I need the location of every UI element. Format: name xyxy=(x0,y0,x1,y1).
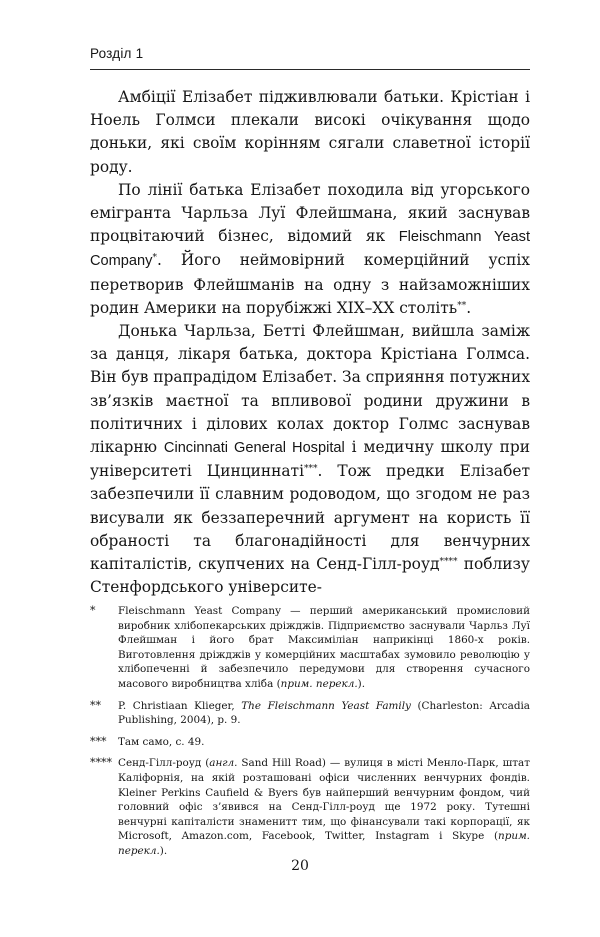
footnote-mark: *** xyxy=(90,734,107,748)
footnote-text: Там само, с. 49. xyxy=(118,735,205,748)
footnote-ref: ** xyxy=(457,300,467,311)
footnote-mark: * xyxy=(90,604,96,617)
company-name: Fleischmann Yeast Company xyxy=(90,229,530,270)
footnote-mark: ** xyxy=(90,698,101,712)
paragraph-text: Донька Чарльза, Бетті Флейшман, вийшла заміж за данця, лікаря батька, доктора Крістіана Голмса. Він був прапрадідом Елізабет. За сприяння потужних зв’язків маєтної та впливової родини дружини в політичних і ділових колах доктор Голмс заснував лікарню xyxy=(90,322,530,457)
footnote-text: P. Christiaan Klieger, The Fleischmann Yeast Family (Charleston: Arcadia Publishing, 2004), p. 9. xyxy=(118,699,530,727)
main-text xyxy=(90,86,530,599)
paragraph-text: . Його неймовірний комерційний успіх перетворив Флейшманів на одну з найзаможніших родин Америки на порубіжжі XIX–XX століть xyxy=(90,251,530,317)
paragraph-text: . Тож предки Елізабет забезпечили її славним родоводом, що згодом не раз висували як беззаперечний аргумент на користь її обраності та благонадійності для венчурних капіталістів, скупчених на Сенд-Гілл-роуд xyxy=(90,462,530,574)
paragraph-text: Амбіції Елізабет підживлювали батьки. Крістіан і Ноель Голмси плекали високі очікування щодо доньки, які своїм корінням сягали славетної історії роду. xyxy=(90,88,530,176)
page-number: 20 xyxy=(291,858,309,874)
footnote-ref: * xyxy=(152,253,157,264)
paragraph-1 xyxy=(90,86,530,179)
footnote xyxy=(90,699,530,728)
footnote-ref: *** xyxy=(304,464,318,475)
running-header: Розділ 1 xyxy=(90,46,144,61)
footnote-text: Fleischmann Yeast Company — перший американський промисловий виробник хлібопекарських дріжджів. Підприємство заснували Чарльз Луї Флейшман і його брат Максиміліан наприкінці 1860-х років. Виготовлення дріжджів у комерційних масштабах зумовило революцію у хлібопеченні й забезпечило передумови для створення сучасного масового виробництва хліба (прим. перекл.). xyxy=(118,605,530,690)
hospital-name: Cincinnati General Hospital xyxy=(163,440,345,457)
paragraph-3 xyxy=(90,320,530,599)
footnote-text: Сенд-Гілл-роуд (англ. Sand Hill Road) — вулиця в місті Менло-Парк, штат Каліфорнія, на якій розташовані офіси численних венчурних фондів. Kleiner Perkins Caufield & Byers був найперший венчурним фондом, чий головний офіс з’явився на Сенд-Гілл-роуд ще 1972 року. Тутешні венчурні капіталісти знаменитт тим, що фінансували такі корпорації, як Microsoft, Amazon.com, Facebook, Twitter, Instagram і Skype (прим. перекл.). xyxy=(118,757,531,857)
footnote-ref: **** xyxy=(439,557,458,568)
footnote xyxy=(90,735,530,750)
footnote xyxy=(90,604,530,692)
footnote-mark: **** xyxy=(90,756,112,770)
paragraph-text: поблизу Стенфордського університе- xyxy=(90,555,530,597)
paragraph-text: і медичну школу при університеті Цинциннаті xyxy=(90,438,530,481)
paragraph-2 xyxy=(90,179,530,320)
footnotes xyxy=(90,604,530,866)
header-divider xyxy=(90,69,530,70)
footnote xyxy=(90,756,530,858)
paragraph-text: По лінії батька Елізабет походила від угорського емігранта Чарльза Луї Флейшмана, який заснував процвітаючий бізнес, відомий як xyxy=(90,180,530,246)
paragraph-text: . xyxy=(466,298,472,317)
